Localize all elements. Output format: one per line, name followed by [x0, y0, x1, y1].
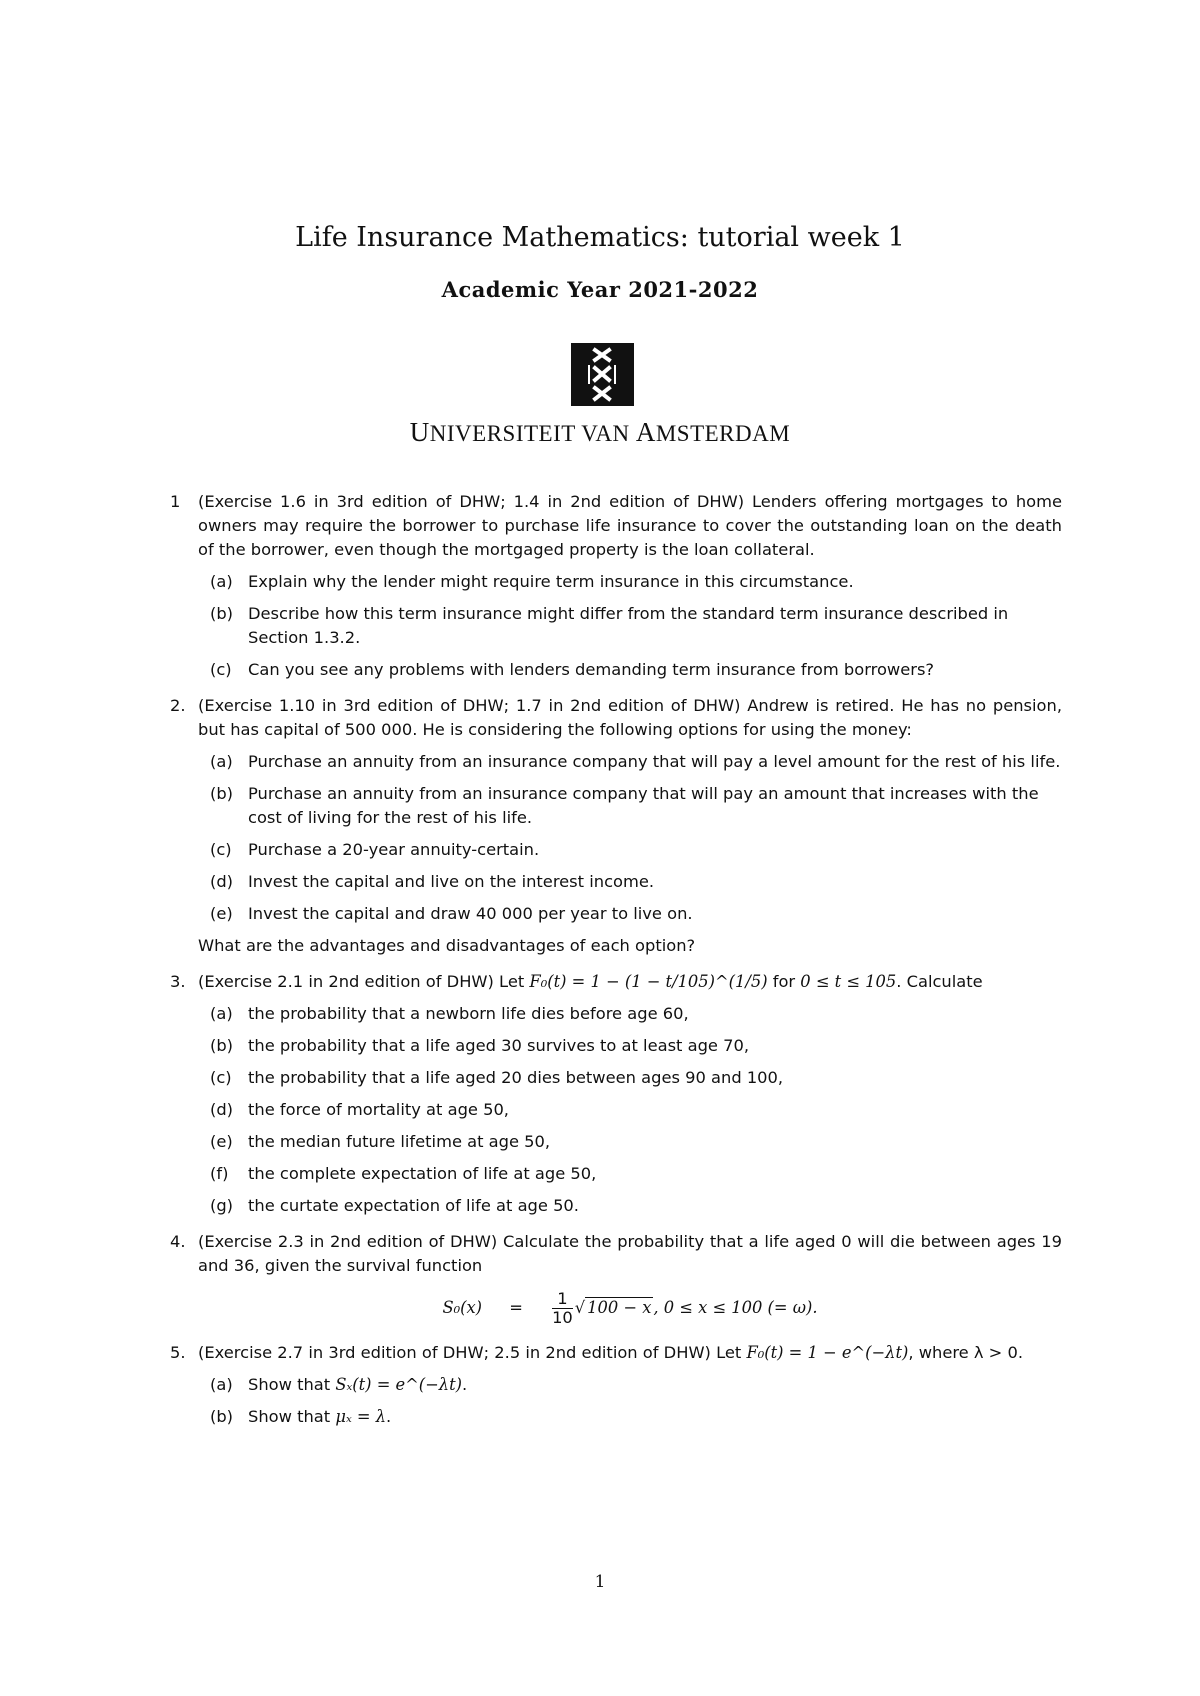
- exercise-1: [170, 490, 1062, 682]
- exercise-intro: (Exercise 1.6 in 3rd edition of DHW; 1.4 in 2nd edition of DHW) Lenders offering mortgages to home owners may require the borrower to purchase life insurance to cover the outstanding loan on the death of the borrower, even though the mortgaged property is the loan collateral.: [198, 492, 1062, 559]
- list-item: (e) Invest the capital and draw 40 000 per year to live on.: [210, 904, 693, 923]
- formula: F₀(t) = 1 − (1 − t/105)^(1/5): [529, 972, 768, 991]
- exercise-number: 3.: [170, 972, 186, 991]
- list-item: (g) the curtate expectation of life at age 50.: [210, 1196, 579, 1215]
- page-number: 1: [594, 1572, 606, 1592]
- list-item: (c) Purchase a 20-year annuity-certain.: [210, 840, 540, 859]
- list-item: (c) Can you see any problems with lenders demanding term insurance from borrowers?: [210, 660, 935, 679]
- list-item: (a) Show that Sₓ(t) = e^(−λt).: [210, 1375, 468, 1394]
- list-item: (f) the complete expectation of life at age 50,: [210, 1164, 597, 1183]
- list-item: (a) Purchase an annuity from an insurance company that will pay a level amount for the rest of his life.: [210, 752, 1061, 771]
- formula: F₀(t) = 1 − e^(−λt): [746, 1343, 909, 1362]
- survival-function-equation: S₀(x) = $\frac{1}{10}$ √ 100 − x , 0 ≤ x ≤ 100 (= ω).: [442, 1289, 818, 1327]
- formula: Sₓ(t) = e^(−λt): [335, 1375, 463, 1394]
- exercise-intro: (Exercise 2.7 in 3rd edition of DHW; 2.5 in 2nd edition of DHW) Let F₀(t) = 1 − e^(−λt), where λ > 0.: [198, 1343, 1024, 1362]
- exercise-2: [170, 694, 1062, 958]
- formula: μₓ = λ: [335, 1407, 387, 1426]
- list-item: (b) the probability that a life aged 30 survives to at least age 70,: [210, 1036, 750, 1055]
- list-item: (b) Purchase an annuity from an insurance company that will pay an amount that increases with the cost of living for the rest of his life.: [210, 784, 1039, 827]
- list-item: (e) the median future lifetime at age 50,: [210, 1132, 551, 1151]
- list-item: (d) Invest the capital and live on the interest income.: [210, 872, 655, 891]
- list-item: (c) the probability that a life aged 20 dies between ages 90 and 100,: [210, 1068, 784, 1087]
- exercise-closing-question: What are the advantages and disadvantages of each option?: [198, 936, 696, 955]
- exercise-number: 2.: [170, 696, 186, 715]
- list-item: (b) Describe how this term insurance might differ from the standard term insurance described in Section 1.3.2.: [210, 604, 1009, 647]
- list-item: (d) the force of mortality at age 50,: [210, 1100, 509, 1119]
- document-title: Life Insurance Mathematics: tutorial week 1: [295, 222, 905, 253]
- list-item: (b) Show that μₓ = λ.: [210, 1407, 392, 1426]
- exercise-intro: (Exercise 2.1 in 2nd edition of DHW) Let F₀(t) = 1 − (1 − t/105)^(1/5) for 0 ≤ t ≤ 105. Calculate: [198, 972, 983, 991]
- exercise-3: [170, 970, 1062, 1218]
- exercise-number: 5.: [170, 1343, 186, 1362]
- university-name: UNIVERSITEIT VAN AMSTERDAM: [409, 417, 791, 447]
- formula: 0 ≤ t ≤ 105: [800, 972, 897, 991]
- university-logo-icon: [571, 343, 634, 406]
- exercise-number: 1: [170, 492, 181, 511]
- exercise-intro: (Exercise 1.10 in 3rd edition of DHW; 1.7 in 2nd edition of DHW) Andrew is retired. He has no pension, but has capital of 500 000. He is considering the following options for using the money:: [198, 696, 1062, 739]
- list-item: (a) Explain why the lender might require term insurance in this circumstance.: [210, 572, 854, 591]
- list-item: (a) the probability that a newborn life dies before age 60,: [210, 1004, 689, 1023]
- exercise-4: [170, 1230, 1062, 1327]
- exercise-intro: (Exercise 2.3 in 2nd edition of DHW) Calculate the probability that a life aged 0 will die between ages 19 and 36, given the survival function: [198, 1232, 1062, 1275]
- exercise-list: [170, 490, 1062, 1441]
- exercise-number: 4.: [170, 1232, 186, 1251]
- document-subtitle: Academic Year 2021-2022: [441, 277, 759, 302]
- exercise-5: [170, 1341, 1062, 1429]
